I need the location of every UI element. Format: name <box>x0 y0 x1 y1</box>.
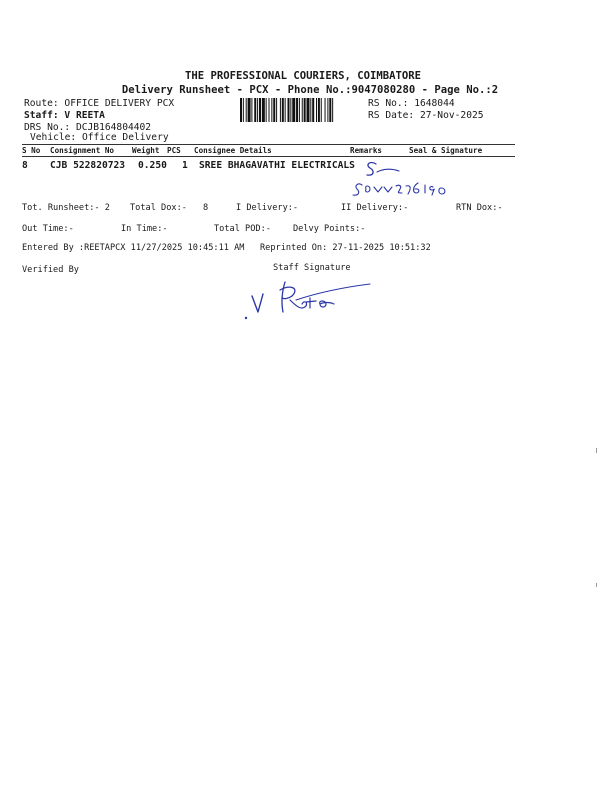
page-title: THE PROFESSIONAL COURIERS, COIMBATORE <box>185 70 421 82</box>
col-header-weight: Weight <box>132 146 160 155</box>
col-header-pcs: PCS <box>167 146 181 155</box>
entered-by: Entered By :REETAPCX 11/27/2025 10:45:11 AM <box>22 243 245 253</box>
col-header-consignment: Consignment No <box>50 146 115 155</box>
reprinted-on: Reprinted On: 27-11-2025 10:51:32 <box>260 243 431 253</box>
out-time-label: Out Time:- <box>22 224 74 234</box>
drs-number: DRS No.: DCJB164804402 <box>24 122 152 133</box>
route-label: Route: OFFICE DELIVERY PCX <box>24 98 175 109</box>
handwritten-signature <box>350 155 470 199</box>
scan-speck <box>596 583 597 587</box>
row-weight: 0.250 <box>138 160 167 171</box>
i-delivery-label: I Delivery:- <box>236 203 299 213</box>
scan-speck <box>596 448 597 453</box>
page-subtitle: Delivery Runsheet - PCX - Phone No.:9047080280 - Page No.:2 <box>121 84 499 96</box>
row-pcs: 1 <box>182 160 188 171</box>
staff-signature-image <box>240 278 380 324</box>
table-top-rule <box>22 144 515 145</box>
rtn-dox-label: RTN Dox:- <box>456 203 503 213</box>
rs-number: RS No.: 1648044 <box>368 98 455 109</box>
col-header-seal: Seal & Signature <box>409 146 483 155</box>
row-consignment-no: CJB 522820723 <box>50 160 126 171</box>
delivery-points-label: Delvy Points:- <box>293 224 366 234</box>
row-sno: 8 <box>22 160 28 171</box>
total-dox-label: Total Dox:- <box>130 203 187 213</box>
barcode-image <box>240 98 364 122</box>
vehicle-label: Vehicle: Office Delivery <box>30 132 169 143</box>
verified-by-label: Verified By <box>22 265 79 275</box>
staff-label: Staff: V REETA <box>24 110 105 121</box>
rs-date: RS Date: 27-Nov-2025 <box>368 110 484 121</box>
total-dox-value: 8 <box>203 203 209 213</box>
col-header-consignee: Consignee Details <box>194 146 272 155</box>
total-pod-label: Total POD:- <box>214 224 271 234</box>
ii-delivery-label: II Delivery:- <box>341 203 409 213</box>
col-header-remarks: Remarks <box>350 146 383 155</box>
in-time-label: In Time:- <box>121 224 168 234</box>
row-consignee: SREE BHAGAVATHI ELECTRICALS <box>199 160 355 171</box>
staff-signature-label: Staff Signature <box>273 263 351 273</box>
col-header-sno: S No <box>22 146 41 155</box>
total-runsheet: Tot. Runsheet:- 2 <box>22 203 110 213</box>
